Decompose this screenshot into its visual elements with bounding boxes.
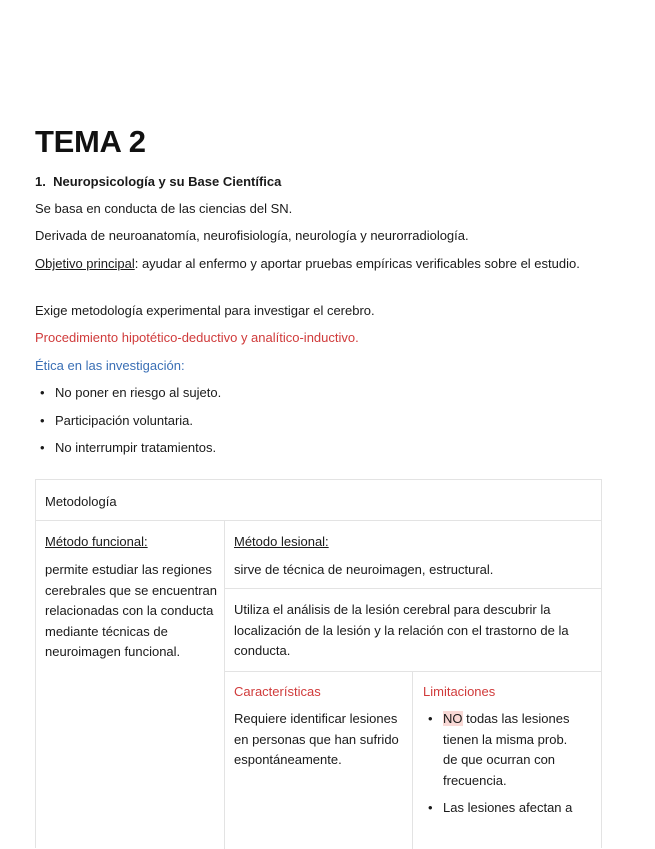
objective-label: Objetivo principal <box>35 256 135 271</box>
table-divider <box>412 671 413 849</box>
ethics-list <box>35 383 221 466</box>
lesional-method-label: Método lesional: <box>234 534 329 549</box>
paragraph-1: Se basa en conducta de las ciencias del SN. <box>35 201 293 216</box>
functional-method-text: permite estudiar las regiones cerebrales que se encuentran relacionadas con la conducta mediante técnicas de neuroimagen funcional. <box>45 562 218 659</box>
paragraph-2: Derivada de neuroanatomía, neurofisiología, neurología y neurorradiología. <box>35 228 469 243</box>
section-heading <box>35 172 281 192</box>
table-title: Metodología <box>45 494 117 509</box>
section-number: 1. <box>35 174 46 189</box>
limitations-list <box>423 709 583 819</box>
list-item: • No interrumpir tratamientos. <box>35 438 221 466</box>
methodology-table <box>35 479 602 848</box>
paragraph-procedure: Procedimiento hipotético-deductivo y analítico-inductivo. <box>35 330 359 345</box>
characteristics-label: Características <box>234 684 321 699</box>
list-item: • No poner en riesgo al sujeto. <box>35 383 221 411</box>
paragraph-ethics: Ética en las investigación: <box>35 358 185 373</box>
paragraph-4: Exige metodología experimental para investigar el cerebro. <box>35 303 375 318</box>
lesional-method-text: sirve de técnica de neuroimagen, estructural. <box>234 562 494 577</box>
page-title: TEMA 2 <box>35 124 146 159</box>
limitations-label: Limitaciones <box>423 684 496 699</box>
lesional-analysis-text: Utiliza el análisis de la lesión cerebral para descubrir la localización de la lesión y la relación con el trastorno de la conducta. <box>234 602 569 658</box>
characteristics-text: Requiere identificar lesiones en personas que han sufrido espontáneamente. <box>234 711 399 767</box>
limitation-text: todas las lesiones tienen la misma prob. de que ocurran con frecuencia. <box>443 711 570 788</box>
functional-method-label: Método funcional: <box>45 534 148 549</box>
list-item: • Participación voluntaria. <box>35 411 221 439</box>
limitation-text: Las lesiones afectan a <box>443 800 573 815</box>
table-divider <box>224 520 225 849</box>
table-divider <box>224 588 601 589</box>
section-heading-text: Neuropsicología y su Base Científica <box>53 174 282 189</box>
paragraph-objective <box>35 254 580 274</box>
list-item <box>423 798 583 819</box>
list-item <box>423 709 583 791</box>
highlight-no: NO <box>443 711 463 726</box>
objective-text: : ayudar al enfermo y aportar pruebas empíricas verificables sobre el estudio. <box>134 256 580 271</box>
table-divider <box>36 520 601 521</box>
